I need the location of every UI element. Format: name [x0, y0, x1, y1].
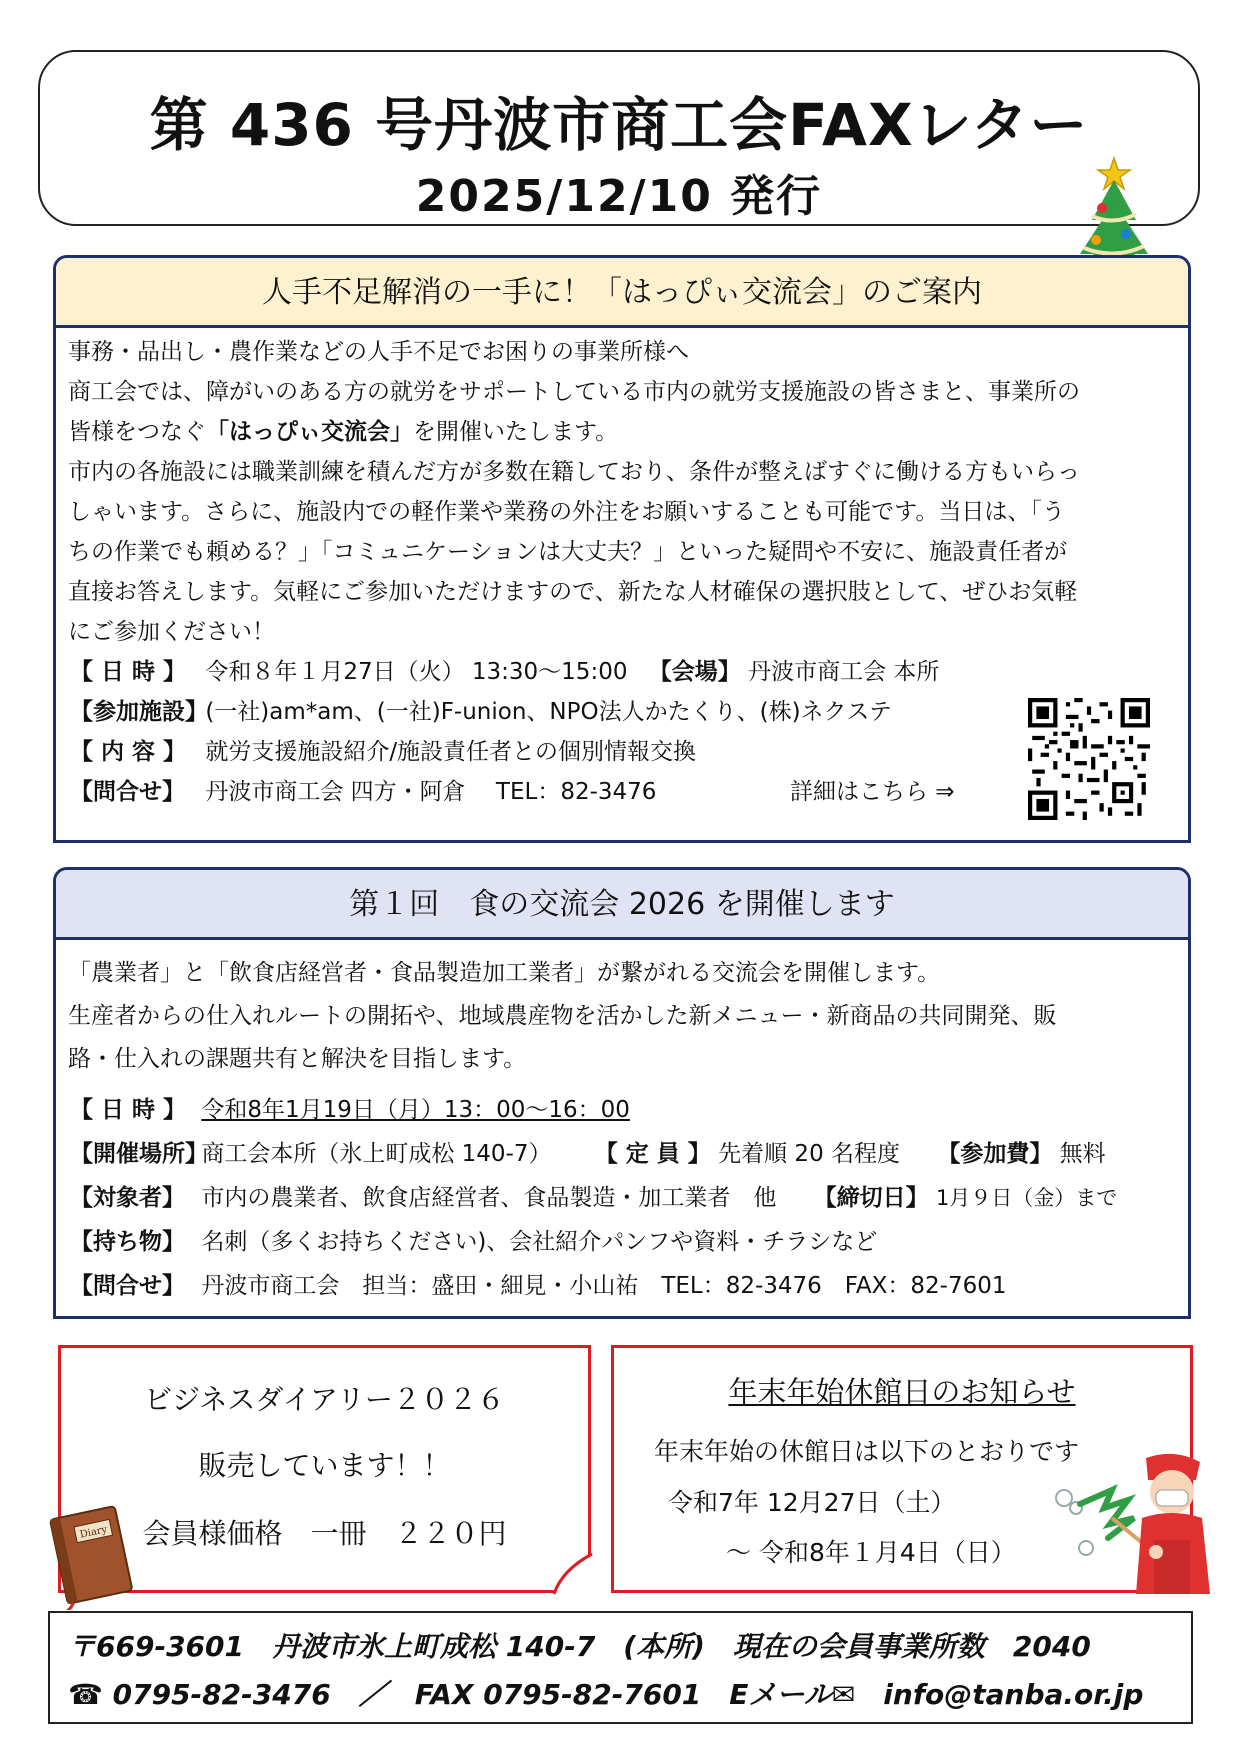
contact-value: 丹波市商工会 担当：盛田・細見・小山祐 TEL：82-3476 FAX：82-7601: [201, 1273, 1007, 1299]
diary-cover-label: Diary: [78, 1524, 109, 1541]
section1-paragraph: 事務・品出し・農作業などの人手不足でお困りの事業所様へ: [68, 339, 689, 365]
section2-contact-row: [70, 1266, 1007, 1306]
holiday-start: 令和7年 12月27日（土）: [668, 1488, 956, 1517]
section1-content-row: [70, 732, 696, 772]
diary-sale-text: 販売しています！！: [198, 1449, 451, 1482]
footer-phone-email: ☎ 0795-82-3476 ／ FAX 0795-82-7601 Eメール✉ info@tanba.or.jp: [68, 1678, 1144, 1711]
venue-value: 丹波市商工会 本所: [748, 659, 940, 685]
target-label: 【対象者】: [70, 1185, 185, 1211]
section1-body: [68, 332, 1178, 652]
section2-venue-row: [70, 1134, 1106, 1174]
cleaning-person-icon: [1050, 1448, 1220, 1598]
contact-label: 【問合せ】: [70, 779, 185, 805]
paragraph-text: 皆様をつなぐ: [68, 419, 206, 445]
bring-value: 名刺（多くお持ちください)、会社紹介パンフや資料・チラシなど: [201, 1229, 878, 1255]
venue-value: 商工会本所（氷上町成松 140-7）: [201, 1141, 552, 1167]
section2-body: [68, 952, 1178, 1081]
section1-contact-row: [70, 772, 656, 812]
holiday-title: 年末年始休館日のお知らせ: [728, 1375, 1076, 1409]
section1-paragraph: [68, 412, 1178, 452]
diary-price: 会員様価格 一冊 ２２０円: [142, 1517, 507, 1550]
section1-paragraph: にご参加ください！: [68, 619, 275, 645]
bring-label: 【持ち物】: [70, 1229, 185, 1255]
participants-value: (一社)am*am、(一社)F-union、NPO法人かたくり、(株)ネクステ: [205, 699, 892, 725]
section2-date-row: [70, 1090, 630, 1130]
content-label: 【 内 容 】: [70, 739, 187, 765]
section1-paragraph: 商工会では、障がいのある方の就労をサポートしている市内の就労支援施設の皆さまと、事業所の: [68, 379, 1080, 405]
paragraph-text: を開催いたします。: [413, 419, 619, 445]
fee-label: 【参加費】: [937, 1141, 1053, 1167]
holiday-end: ～ 令和8年１月4日（日）: [726, 1538, 1016, 1567]
content-value: 就労支援施設紹介/施設責任者との個別情報交換: [205, 739, 697, 765]
event-name-highlight: 「はっぴぃ交流会」: [206, 419, 413, 445]
section1-heading: 人手不足解消の一手に！「はっぴぃ交流会」のご案内: [56, 258, 1188, 328]
deadline-label: 【締切日】: [813, 1185, 929, 1211]
section1-paragraph: ちの作業でも頼める？」「コミュニケーションは大丈夫？」といった疑問や不安に、施設責任者が: [68, 539, 1068, 565]
diary-title: ビジネスダイアリー２０２６: [144, 1383, 505, 1416]
footer-contact: [48, 1611, 1193, 1724]
contact-label: 【問合せ】: [70, 1273, 185, 1299]
date-value: 令和8年1月19日（月）13：00～16：00: [201, 1097, 630, 1123]
section1-paragraph: 市内の各施設には職業訓練を積んだ方が多数在籍しており、条件が整えばすぐに働ける方もいらっ: [68, 459, 1080, 485]
section2-bring-row: [70, 1222, 877, 1262]
section2-target-row: [70, 1178, 1117, 1218]
folded-corner-icon: [552, 1552, 594, 1596]
participants-label: 【参加施設】: [70, 699, 208, 725]
footer-address: 〒669-3601 丹波市氷上町成松 140-7 (本所) 現在の会員事業所数 2040: [68, 1630, 1091, 1663]
target-value: 市内の農業者、飲食店経営者、食品製造・加工業者 他: [201, 1185, 777, 1211]
section1-paragraph: しゃいます。さらに、施設内での軽作業や業務の外注をお願いすることも可能です。当日は、「う: [68, 499, 1065, 525]
venue-label: 【会場】: [648, 659, 741, 685]
date-label: 【 日 時 】: [70, 1097, 187, 1123]
issue-date: 2025/12/10 発行: [415, 171, 823, 222]
qr-code-icon[interactable]: [1028, 698, 1150, 820]
newsletter-title: 第 436 号丹波市商工会FAXレター: [149, 91, 1089, 159]
section1-paragraph: 直接お答えします。気軽にご参加いただけますので、新たな人材確保の選択肢として、ぜひお気軽: [68, 579, 1078, 605]
date-value: 令和８年１月27日（火） 13:30～15:00: [205, 659, 628, 685]
details-link[interactable]: 詳細はこちら ⇒: [790, 779, 955, 805]
fee-value: 無料: [1059, 1141, 1106, 1167]
holiday-intro: 年末年始の休館日は以下のとおりです: [654, 1437, 1080, 1466]
newsletter-header: [38, 50, 1200, 226]
date-label: 【 日 時 】: [70, 659, 187, 685]
venue-label: 【開催場所】: [70, 1141, 208, 1167]
section1-date-row: [70, 652, 939, 692]
capacity-label: 【 定 員 】: [594, 1141, 711, 1167]
deadline-value: 1月９日（金）まで: [935, 1186, 1118, 1210]
contact-value: 丹波市商工会 四方・阿倉 TEL：82-3476: [205, 779, 657, 805]
section2-heading: 第１回 食の交流会 2026 を開催します: [56, 870, 1188, 940]
section1-participants-row: [70, 692, 892, 732]
section2-paragraph: 生産者からの仕入れルートの開拓や、地域農産物を活かした新メニュー・新商品の共同開発、販: [68, 1003, 1057, 1029]
diary-book-icon: [36, 1498, 146, 1610]
capacity-value: 先着順 20 名程度: [718, 1141, 901, 1167]
section2-paragraph: 「農業者」と「飲食店経営者・食品製造加工業者」が繋がれる交流会を開催します。: [68, 960, 941, 986]
section2-paragraph: 路・仕入れの課題共有と解決を目指します。: [68, 1046, 527, 1072]
